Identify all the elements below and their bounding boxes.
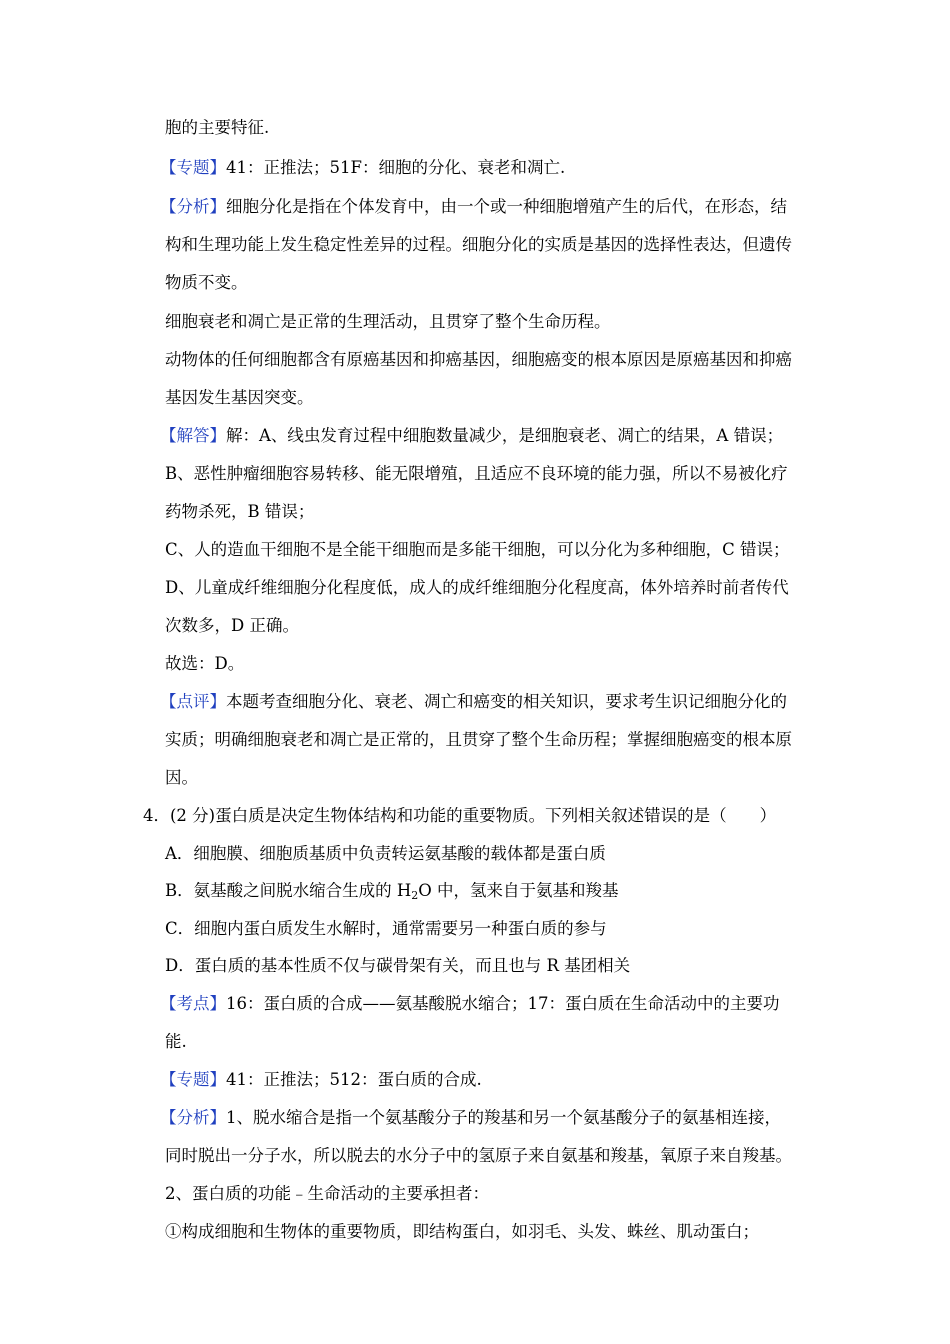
text: 胞的主要特征. (165, 118, 270, 137)
zhuanti-tag: 【专题】 (160, 158, 226, 177)
text: 动物体的任何细胞都含有原癌基因和抑癌基因，细胞癌变的根本原因是原癌基因和抑癌 (165, 350, 792, 369)
kaodian-line-1 (160, 993, 780, 1015)
fenxi2-line-3 (165, 1183, 489, 1205)
dianping-text: 本题考查细胞分化、衰老、凋亡和癌变的相关知识，要求考生识记细胞分化的 (226, 692, 787, 711)
jieda-line-4 (165, 539, 790, 561)
option-d (165, 955, 630, 977)
text: 实质；明确细胞衰老和凋亡是正常的，且贯穿了整个生命历程；掌握细胞癌变的根本原 (165, 730, 792, 749)
text: 4．(2 分)蛋白质是决定生物体结构和功能的重要物质。下列相关叙述错误的是（ ） (143, 806, 777, 825)
text: 同时脱出一分子水，所以脱去的水分子中的氢原子来自氨基和羧基，氧原子来自羧基。 (165, 1146, 792, 1165)
kaodian-line-2 (165, 1031, 187, 1053)
fenxi-line-6 (165, 387, 314, 409)
text: 故选：D。 (165, 654, 245, 673)
text: C．细胞内蛋白质发生水解时，通常需要另一种蛋白质的参与 (165, 919, 607, 938)
fenxi-line-2 (165, 234, 792, 256)
fenxi2-line-4 (165, 1221, 759, 1243)
intro-tail-line (165, 117, 269, 139)
kaodian-tag: 【考点】 (160, 994, 226, 1013)
text: 细胞衰老和凋亡是正常的生理活动，且贯穿了整个生命历程。 (165, 312, 611, 331)
fenxi-line-5 (165, 349, 792, 371)
text: 基因发生基因突变。 (165, 388, 314, 407)
dianping-line-1 (160, 691, 787, 713)
fenxi-tag: 【分析】 (160, 197, 226, 216)
option-b (165, 880, 619, 902)
jieda-line-2 (165, 463, 788, 485)
jieda-text: 解：A、线虫发育过程中细胞数量减少，是细胞衰老、凋亡的结果，A 错误； (226, 426, 784, 445)
text: B、恶性肿瘤细胞容易转移、能无限增殖，且适应不良环境的能力强，所以不易被化疗 (165, 464, 788, 483)
question-4-stem (143, 805, 776, 827)
jieda-line-1 (160, 425, 783, 447)
text: ①构成细胞和生物体的重要物质，即结构蛋白，如羽毛、头发、蛛丝、肌动蛋白； (165, 1222, 759, 1241)
text: 因。 (165, 768, 198, 787)
jieda-line-7 (165, 653, 244, 675)
fenxi-tag: 【分析】 (160, 1108, 226, 1127)
fenxi-line-4 (165, 311, 611, 333)
fenxi-line-3 (165, 272, 248, 294)
fenxi-text: 1、脱水缩合是指一个氨基酸分子的羧基和另一个氨基酸分子的氨基相连接， (226, 1108, 781, 1127)
zhuanti-tag: 【专题】 (160, 1070, 226, 1089)
dianping-tag: 【点评】 (160, 692, 226, 711)
text: B．氨基酸之间脱水缩合生成的 H (165, 881, 412, 900)
text: D、儿童成纤维细胞分化程度低，成人的成纤维细胞分化程度高，体外培养时前者传代 (165, 578, 789, 597)
text: 能. (165, 1032, 187, 1051)
text: 2、蛋白质的功能﹣生命活动的主要承担者： (165, 1184, 489, 1203)
text: 药物杀死，B 错误； (165, 502, 315, 521)
text: 次数多，D 正确。 (165, 616, 299, 635)
text: 物质不变。 (165, 273, 248, 292)
dianping-line-3 (165, 767, 198, 789)
text: 构和生理功能上发生稳定性差异的过程。细胞分化的实质是基因的选择性表达，但遗传 (165, 235, 792, 254)
jieda-tag: 【解答】 (160, 426, 226, 445)
option-c (165, 918, 607, 940)
fenxi-line-1 (160, 196, 787, 218)
zhuanti-text: 41：正推法；51F：细胞的分化、衰老和凋亡. (226, 158, 566, 177)
kaodian-text: 16：蛋白质的合成——氨基酸脱水缩合；17：蛋白质在生命活动中的主要功 (226, 994, 780, 1013)
text: O 中，氢来自于氨基和羧基 (418, 881, 619, 900)
jieda-line-5 (165, 577, 789, 599)
dianping-line-2 (165, 729, 792, 751)
subscript: 2 (411, 889, 419, 902)
jieda-line-6 (165, 615, 299, 637)
zhuanti-line-2 (160, 1069, 482, 1091)
fenxi-text: 细胞分化是指在个体发育中，由一个或一种细胞增殖产生的后代，在形态，结 (226, 197, 787, 216)
text: A．细胞膜、细胞质基质中负责转运氨基酸的载体都是蛋白质 (165, 844, 606, 863)
option-a (165, 843, 606, 865)
zhuanti-line (160, 157, 565, 179)
zhuanti-text: 41：正推法；512：蛋白质的合成. (226, 1070, 482, 1089)
fenxi2-line-2 (165, 1145, 792, 1167)
jieda-line-3 (165, 501, 314, 523)
text: D．蛋白质的基本性质不仅与碳骨架有关，而且也与 R 基团相关 (165, 956, 631, 975)
text: C、人的造血干细胞不是全能干细胞而是多能干细胞，可以分化为多种细胞，C 错误； (165, 540, 790, 559)
fenxi2-line-1 (160, 1107, 781, 1129)
